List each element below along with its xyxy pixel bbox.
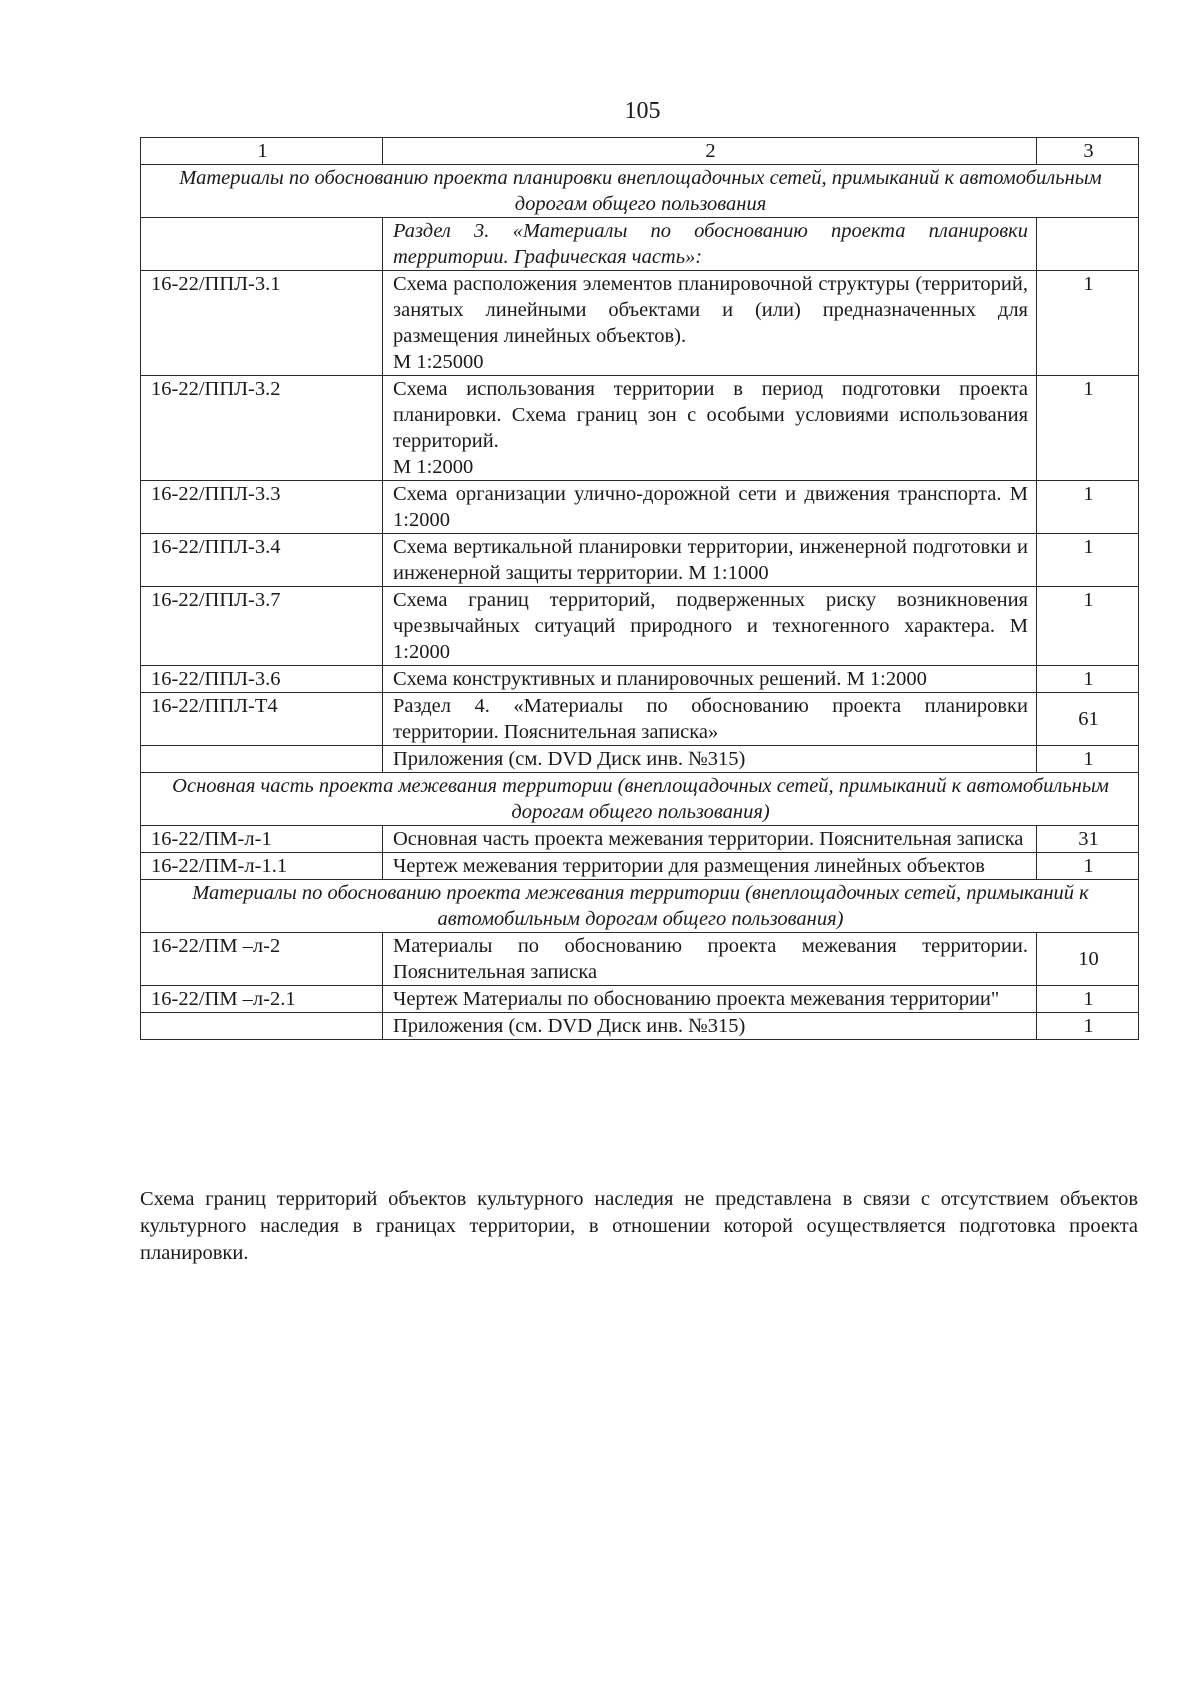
table-row (141, 376, 1139, 481)
section-title: Материалы по обоснованию проекта межевания территории (внеплощадочных сетей, примыканий к автомобильным дорогам общего пользования) (141, 880, 1139, 933)
document-code: 16-22/ППЛ-Т4 (141, 693, 383, 746)
document-code: 16-22/ПМ –л-2 (141, 933, 383, 986)
documents-table-body (141, 138, 1139, 1040)
document-code: 16-22/ПМ-л-1.1 (141, 853, 383, 880)
section-title: Основная часть проекта межевания территории (внеплощадочных сетей, примыканий к автомобильным дорогам общего пользования) (141, 773, 1139, 826)
documents-table (140, 137, 1139, 1040)
document-title: Схема организации улично-дорожной сети и движения транспорта. М 1:2000 (393, 483, 1028, 531)
section-title: Материалы по обоснованию проекта планировки внеплощадочных сетей, примыканий к автомобильным дорогам общего пользования (141, 165, 1139, 218)
sheet-count: 1 (1037, 376, 1139, 481)
document-code (141, 218, 383, 271)
document-title-cell (383, 986, 1037, 1013)
document-title-cell (383, 534, 1037, 587)
table-row (141, 986, 1139, 1013)
document-title: Раздел 3. «Материалы по обоснованию проекта планировки территории. Графическая часть»: (393, 220, 1028, 268)
document-title-cell (383, 587, 1037, 666)
sheet-count: 1 (1037, 271, 1139, 376)
document-title-cell (383, 218, 1037, 271)
document-title-cell (383, 666, 1037, 693)
table-row (141, 693, 1139, 746)
sheet-count: 61 (1037, 693, 1139, 746)
sheet-count: 1 (1037, 534, 1139, 587)
document-title: Чертеж межевания территории для размещения линейных объектов (393, 855, 985, 877)
document-code: 16-22/ППЛ-3.3 (141, 481, 383, 534)
table-row (141, 271, 1139, 376)
table-row (141, 746, 1139, 773)
table-row (141, 534, 1139, 587)
sheet-count (1037, 218, 1139, 271)
document-code: 16-22/ПМ-л-1 (141, 826, 383, 853)
document-title: Чертеж Материалы по обоснованию проекта межевания территории" (393, 988, 1000, 1010)
sheet-count: 31 (1037, 826, 1139, 853)
document-title-cell (383, 1013, 1037, 1040)
document-code: 16-22/ППЛ-3.2 (141, 376, 383, 481)
document-title: Схема границ территорий, подверженных риску возникновения чрезвычайных ситуаций природного и техногенного характера. М 1:2000 (393, 589, 1028, 663)
document-title: Материалы по обоснованию проекта межевания территории. Пояснительная записка (393, 935, 1028, 983)
column-header: 2 (383, 138, 1037, 165)
document-code (141, 746, 383, 773)
document-title-cell (383, 481, 1037, 534)
document-title-cell (383, 853, 1037, 880)
document-title: Схема использования территории в период подготовки проекта планировки. Схема границ зон с особыми условиями использования территорий. (393, 378, 1028, 452)
section-row (141, 773, 1139, 826)
section-row (141, 880, 1139, 933)
table-row (141, 481, 1139, 534)
section-row (141, 165, 1139, 218)
document-title: Основная часть проекта межевания территории. Пояснительная записка (393, 828, 1024, 850)
document-code: 16-22/ПМ –л-2.1 (141, 986, 383, 1013)
sheet-count: 10 (1037, 933, 1139, 986)
document-title-cell (383, 933, 1037, 986)
table-row (141, 218, 1139, 271)
document-title-cell (383, 826, 1037, 853)
document-title-cell (383, 746, 1037, 773)
document-scale: М 1:2000 (393, 456, 474, 478)
page-number: 105 (624, 98, 661, 124)
document-title-cell (383, 376, 1037, 481)
table-row (141, 826, 1139, 853)
document-code: 16-22/ППЛ-3.6 (141, 666, 383, 693)
table-row (141, 1013, 1139, 1040)
sheet-count: 1 (1037, 666, 1139, 693)
sheet-count: 1 (1037, 587, 1139, 666)
table-row (141, 933, 1139, 986)
document-title: Схема расположения элементов планировочной структуры (территорий, занятых линейными объектами и (или) предназначенных для размещения линейных объектов). (393, 273, 1028, 347)
column-header: 3 (1037, 138, 1139, 165)
document-scale: М 1:25000 (393, 351, 484, 373)
document-code: 16-22/ППЛ-3.1 (141, 271, 383, 376)
sheet-count: 1 (1037, 481, 1139, 534)
document-title-cell (383, 693, 1037, 746)
sheet-count: 1 (1037, 1013, 1139, 1040)
document-title: Схема вертикальной планировки территории, инженерной подготовки и инженерной защиты территории. М 1:1000 (393, 536, 1028, 584)
table-row (141, 587, 1139, 666)
document-title: Раздел 4. «Материалы по обоснованию проекта планировки территории. Пояснительная записка» (393, 695, 1028, 743)
document-title: Приложения (см. DVD Диск инв. №315) (393, 1015, 746, 1037)
sheet-count: 1 (1037, 853, 1139, 880)
table-row (141, 666, 1139, 693)
column-header: 1 (141, 138, 383, 165)
document-code: 16-22/ППЛ-3.7 (141, 587, 383, 666)
document-title-cell (383, 271, 1037, 376)
sheet-count: 1 (1037, 986, 1139, 1013)
table-row (141, 853, 1139, 880)
footnote-text: Схема границ территорий объектов культурного наследия не представлена в связи с отсутствием объектов культурного наследия в границах территории, в отношении которой осуществляется подготовка проекта планировки. (140, 1188, 1138, 1264)
table-header-row (141, 138, 1139, 165)
document-title: Приложения (см. DVD Диск инв. №315) (393, 748, 746, 770)
document-code (141, 1013, 383, 1040)
document-title: Схема конструктивных и планировочных решений. М 1:2000 (393, 668, 927, 690)
sheet-count: 1 (1037, 746, 1139, 773)
document-code: 16-22/ППЛ-3.4 (141, 534, 383, 587)
